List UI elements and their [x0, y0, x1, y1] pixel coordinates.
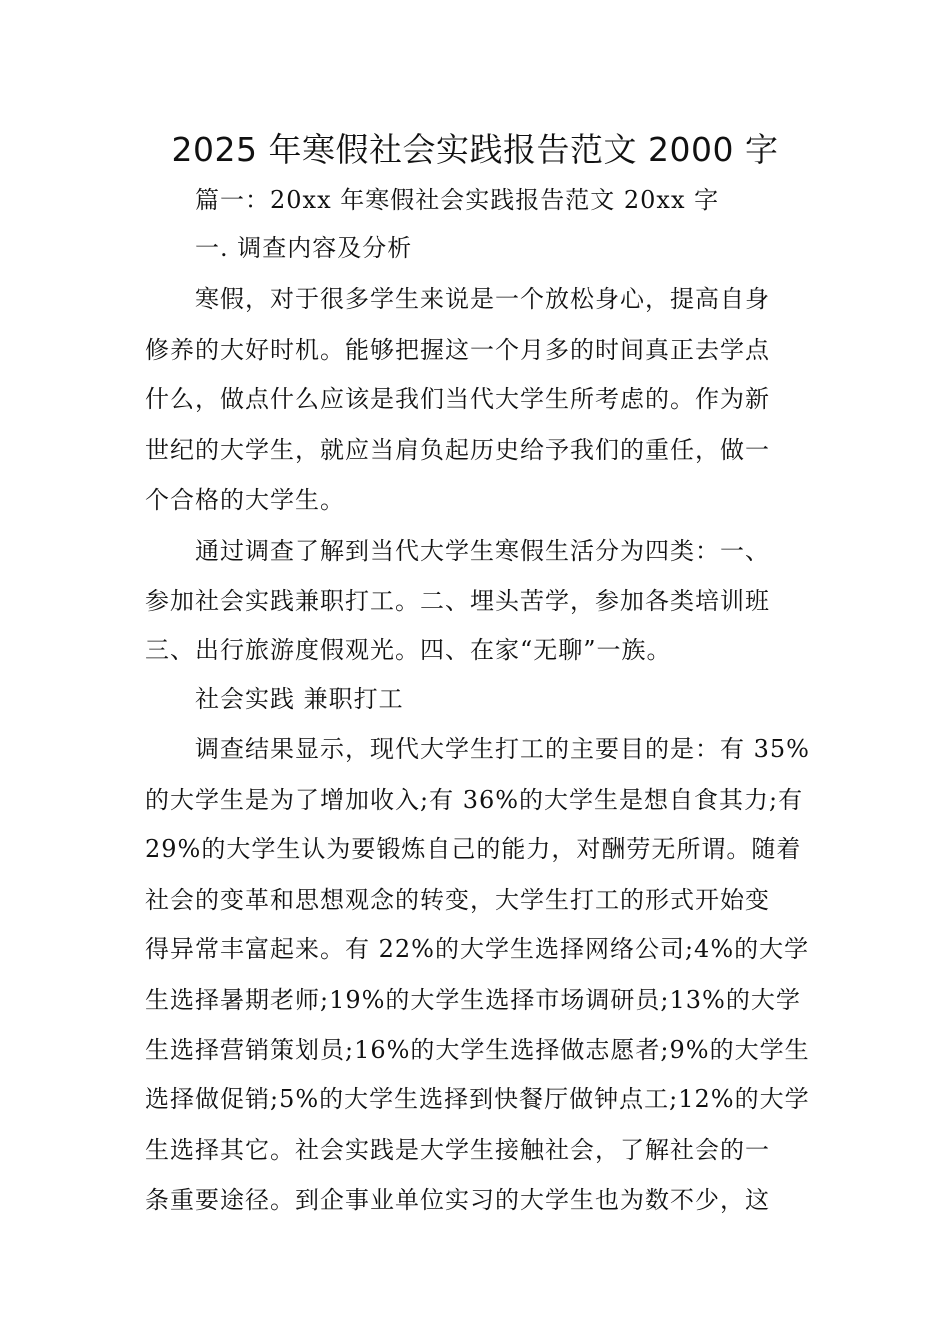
paragraph-line: 通过调查了解到当代大学生寒假生活分为四类：一、 — [195, 537, 770, 565]
paragraph-line: 条重要途径。到企事业单位实习的大学生也为数不少，这 — [145, 1186, 770, 1214]
paragraph-line: 修养的大好时机。能够把握这一个月多的时间真正去学点 — [145, 336, 770, 364]
section-heading: 社会实践 兼职打工 — [195, 685, 404, 713]
paragraph-line: 参加社会实践兼职打工。二、埋头苦学，参加各类培训班 — [145, 587, 770, 615]
paragraph-line: 个合格的大学生。 — [145, 486, 345, 514]
subtitle-line: 篇一：20xx 年寒假社会实践报告范文 20xx 字 — [195, 186, 720, 214]
paragraph-line: 世纪的大学生，就应当肩负起历史给予我们的重任，做一 — [145, 436, 770, 464]
paragraph-line: 选择做促销;5%的大学生选择到快餐厅做钟点工;12%的大学 — [145, 1085, 810, 1113]
paragraph-line: 寒假，对于很多学生来说是一个放松身心，提高自身 — [195, 285, 770, 313]
paragraph-line: 生选择营销策划员;16%的大学生选择做志愿者;9%的大学生 — [145, 1036, 810, 1064]
paragraph-line: 三、出行旅游度假观光。四、在家“无聊”一族。 — [145, 636, 672, 664]
paragraph-line: 调查结果显示，现代大学生打工的主要目的是：有 35% — [195, 735, 810, 763]
paragraph-line: 生选择暑期老师;19%的大学生选择市场调研员;13%的大学 — [145, 986, 801, 1014]
document-title: 2025 年寒假社会实践报告范文 2000 字 — [171, 130, 779, 169]
paragraph-line: 社会的变革和思想观念的转变，大学生打工的形式开始变 — [145, 886, 770, 914]
paragraph-line: 生选择其它。社会实践是大学生接触社会，了解社会的一 — [145, 1136, 770, 1164]
paragraph-line: 的大学生是为了增加收入;有 36%的大学生是想自食其力;有 — [145, 786, 804, 814]
paragraph-line: 29%的大学生认为要锻炼自己的能力，对酬劳无所谓。随着 — [145, 835, 802, 863]
paragraph-line: 得异常丰富起来。有 22%的大学生选择网络公司;4%的大学 — [145, 935, 810, 963]
section-heading: 一. 调查内容及分析 — [195, 234, 413, 262]
paragraph-line: 什么，做点什么应该是我们当代大学生所考虑的。作为新 — [145, 385, 770, 413]
